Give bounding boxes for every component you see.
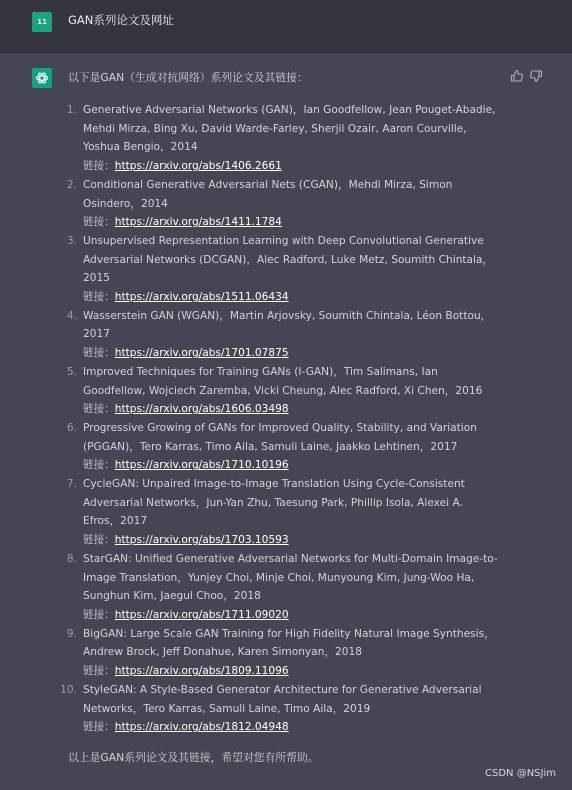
arxiv-link[interactable]: https://arxiv.org/abs/1701.07875 — [114, 347, 289, 360]
link-label: 链接： — [83, 160, 115, 173]
reference-number: 1. — [66, 104, 77, 116]
reference-link-line — [83, 718, 500, 737]
link-label: 链接： — [83, 403, 115, 416]
reference-item — [52, 419, 500, 475]
arxiv-link[interactable]: https://arxiv.org/abs/1406.2661 — [114, 160, 282, 173]
link-label: 链接： — [83, 459, 115, 472]
reference-number: 5. — [66, 365, 77, 378]
reference-item — [52, 307, 500, 363]
link-label: 链接： — [83, 721, 115, 734]
link-label: 链接： — [83, 347, 115, 360]
reference-item — [52, 101, 500, 176]
reference-item — [52, 363, 500, 419]
reference-citation: Progressive Growing of GANs for Improved Quality, Stability, and Variation (PGGAN)，Tero Karras, Timo Aila, Samuli Laine, Jaakko Lehtinen，2017 — [83, 421, 477, 453]
reference-citation: Improved Techniques for Training GANs (I-GAN)，Tim Salimans, Ian Goodfellow, Wojciech Zaremba, Vicki Cheung, Alec Radford, Xi Chen，2016 — [83, 365, 483, 397]
reference-number: 10. — [60, 683, 77, 696]
thumbs-down-icon[interactable] — [529, 69, 543, 83]
thumbs-up-icon[interactable] — [510, 69, 524, 83]
reference-number: 7. — [66, 478, 77, 491]
arxiv-link[interactable]: https://arxiv.org/abs/1812.04948 — [114, 721, 289, 734]
assistant-outro-text: 以上是GAN系列论文及其链接，希望对您有所帮助。 — [68, 751, 319, 764]
reference-link-line — [83, 662, 500, 681]
reference-link-line — [83, 288, 500, 307]
arxiv-link[interactable]: https://arxiv.org/abs/1711.09020 — [114, 608, 289, 621]
reference-item — [52, 475, 500, 550]
reference-link-line — [83, 157, 500, 176]
reference-link-line — [83, 400, 500, 419]
reference-citation: StarGAN: Unified Generative Adversarial Networks for Multi-Domain Image-to-Image Translation，Yunjey Choi, Minje Choi, Munyoung Kim, Jung-Woo Ha, Sunghun Kim, Jaegul Choo，2018 — [83, 552, 498, 603]
reference-item — [52, 550, 500, 625]
reference-number: 6. — [66, 421, 77, 434]
reference-number: 2. — [66, 178, 77, 191]
arxiv-link[interactable]: https://arxiv.org/abs/1511.06434 — [114, 291, 289, 304]
assistant-intro-text: 以下是GAN（生成对抗网络）系列论文及其链接： — [68, 71, 308, 84]
reference-citation: BigGAN: Large Scale GAN Training for High Fidelity Natural Image Synthesis，Andrew Brock, Jeff Donahue, Karen Simonyan，2018 — [83, 627, 495, 659]
reference-item — [52, 232, 500, 307]
reference-link-line — [83, 456, 500, 475]
reference-link-line — [83, 344, 500, 363]
link-label: 链接： — [83, 534, 115, 547]
reference-citation: Unsupervised Representation Learning with Deep Convolutional Generative Adversarial Networks (DCGAN)，Alec Radford, Luke Metz, Soumith Chintala，2015 — [83, 234, 494, 285]
arxiv-link[interactable]: https://arxiv.org/abs/1606.03498 — [114, 403, 289, 416]
reference-link-line — [83, 531, 500, 550]
reference-item — [52, 625, 500, 681]
reference-number: 4. — [66, 309, 77, 322]
user-message-text: GAN系列论文及网址 — [68, 13, 174, 27]
reference-citation: Wasserstein GAN (WGAN)，Martin Arjovsky, Soumith Chintala, Léon Bottou，2017 — [83, 309, 492, 341]
reference-item — [52, 176, 500, 232]
paper-reference-list — [52, 101, 500, 737]
reference-item — [52, 681, 500, 737]
user-message-row — [0, 0, 572, 53]
watermark-text: CSDN @NSJim — [485, 768, 556, 779]
arxiv-link[interactable]: https://arxiv.org/abs/1809.11096 — [114, 665, 289, 678]
reference-citation: StyleGAN: A Style-Based Generator Architecture for Generative Adversarial Networks，Tero Karras, Samuli Laine, Timo Aila，2019 — [83, 683, 482, 715]
reference-citation: Conditional Generative Adversarial Nets (CGAN)，Mehdi Mirza, Simon Osindero，2014 — [83, 178, 453, 210]
link-label: 链接： — [83, 665, 115, 678]
reference-number: 3. — [66, 234, 77, 247]
arxiv-link[interactable]: https://arxiv.org/abs/1703.10593 — [114, 534, 289, 547]
reference-link-line — [83, 213, 500, 232]
link-label: 链接： — [83, 291, 115, 304]
link-label: 链接： — [83, 216, 115, 229]
openai-logo-icon — [32, 68, 52, 88]
reference-citation: CycleGAN: Unpaired Image-to-Image Translation Using Cycle-Consistent Adversarial Networks，Jun-Yan Zhu, Taesung Park, Phillip Isola, Alexei A. Efros，2017 — [83, 478, 465, 528]
user-avatar: 11 — [32, 12, 52, 32]
arxiv-link[interactable]: https://arxiv.org/abs/1710.10196 — [114, 459, 289, 472]
reference-citation: Generative Adversarial Networks (GAN)，Ian Goodfellow, Jean Pouget-Abadie, Mehdi Mirza, Bing Xu, David Warde-Farley, Sherjil Ozair, Aaron Courville, Yoshua Bengio，2014 — [83, 104, 496, 154]
reference-number: 8. — [66, 552, 77, 565]
link-label: 链接： — [83, 608, 115, 621]
reference-link-line — [83, 606, 500, 625]
reference-number: 9. — [66, 627, 77, 640]
arxiv-link[interactable]: https://arxiv.org/abs/1411.1784 — [114, 216, 282, 229]
